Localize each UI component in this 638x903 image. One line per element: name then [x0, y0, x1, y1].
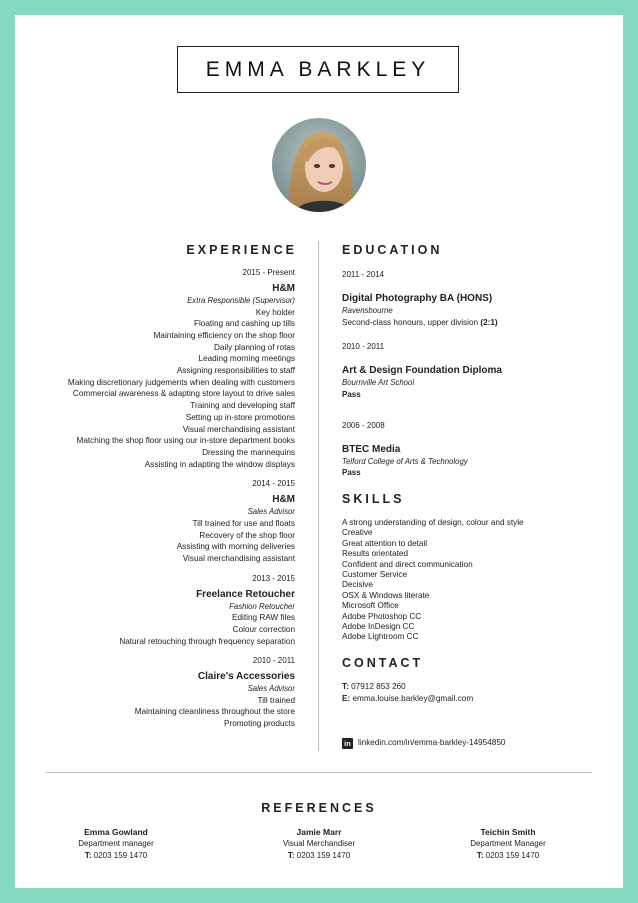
education-title: Digital Photography BA (HONS)	[342, 293, 493, 304]
education-result: Pass	[342, 468, 361, 478]
reference-title: Department Manager	[470, 839, 546, 848]
education-school: Bournville Art School	[342, 378, 415, 388]
education-dates: 2010 - 2011	[342, 342, 385, 352]
experience-role: Sales Advisor	[247, 684, 295, 694]
name-header	[177, 46, 459, 93]
duty: Daily planning of rotas	[213, 342, 295, 352]
duty: Training and developing staff	[190, 401, 295, 411]
column-divider	[318, 241, 319, 751]
education-item	[342, 269, 602, 328]
skill-item: Results orientated	[342, 549, 408, 559]
profile-photo	[272, 118, 366, 212]
reference-name: Teichin Smith	[480, 827, 536, 837]
experience-item	[25, 267, 295, 470]
skills-list	[342, 518, 602, 643]
duty: Maintaining cleanliness throughout the store	[134, 707, 295, 717]
experience-role: Fashion Retoucher	[229, 601, 295, 611]
references-heading: REFERENCES	[261, 801, 377, 815]
duty: Colour correction	[232, 624, 295, 634]
experience-dates: 2013 - 2015	[252, 573, 295, 583]
experience-role: Sales Advisor	[247, 507, 295, 517]
full-name: EMMA BARKLEY	[205, 57, 431, 81]
reference-phone: T: 0203 159 1470	[84, 851, 148, 860]
experience-dates: 2015 - Present	[242, 268, 295, 277]
contact-heading: CONTACT	[342, 656, 424, 670]
education-title: Art & Design Foundation Diploma	[342, 365, 502, 377]
skill-item: Customer Service	[342, 570, 408, 580]
duty: Leading morning meetings	[198, 354, 295, 364]
contact-email[interactable]: E: emma.louise.barkley@gmail.com	[342, 693, 474, 703]
education-school: Telford College of Arts & Technology	[342, 456, 468, 466]
duty: Promoting products	[224, 719, 295, 729]
duty: Commercial awareness & adapting store layout to drive sales	[72, 389, 295, 399]
linkedin-icon: in	[342, 738, 353, 749]
experience-heading: EXPERIENCE	[186, 243, 297, 257]
contact-linkedin[interactable]: in linkedin.com/in/emma-barkley-14954850	[342, 737, 602, 749]
experience-dates: 2014 - 2015	[252, 479, 295, 489]
experience-item	[25, 573, 295, 648]
duty: Matching the shop floor using our in-store department books	[76, 436, 295, 446]
skill-item: Decisive	[342, 580, 373, 590]
skill-item: Adobe Lightroom CC	[342, 632, 419, 642]
experience-org: H&M	[272, 494, 295, 506]
duty: Dressing the mannequins	[202, 447, 295, 457]
experience-org: H&M	[272, 283, 295, 294]
contact-block	[342, 681, 602, 749]
skill-item: Creative	[342, 528, 373, 538]
duty: Key holder	[255, 307, 295, 317]
education-dates: 2011 - 2014	[342, 270, 385, 279]
experience-item	[25, 478, 295, 564]
experience-dates: 2010 - 2011	[252, 656, 295, 666]
duty: Till trained	[257, 695, 295, 705]
education-dates: 2006 - 2008	[342, 420, 385, 430]
reference-name: Emma Gowland	[84, 827, 148, 837]
education-result: Pass	[342, 389, 361, 399]
reference-item	[418, 826, 598, 862]
duty: Visual merchandising assistant	[182, 424, 295, 434]
skills-heading: SKILLS	[342, 492, 405, 506]
duty: Floating and cashing up tills	[193, 319, 295, 329]
duty: Till trained for use and floats	[192, 518, 295, 528]
skill-item: Adobe InDesign CC	[342, 622, 415, 632]
skill-item: OSX & Windows literate	[342, 590, 430, 600]
experience-org: Claire's Accessories	[197, 671, 295, 683]
reference-title: Visual Merchandiser	[282, 839, 356, 848]
duty: Editing RAW files	[232, 613, 295, 623]
skill-item: Microsoft Office	[342, 601, 399, 611]
contact-phone: T: 07912 853 260	[342, 682, 406, 691]
experience-item	[25, 655, 295, 730]
reference-title: Department manager	[78, 839, 154, 848]
reference-phone: T: 0203 159 1470	[476, 851, 540, 860]
footer-divider	[46, 772, 592, 773]
skill-item: A strong understanding of design, colour and style	[342, 518, 524, 527]
reference-phone: T: 0203 159 1470	[287, 851, 351, 860]
duty: Maintaining efficiency on the shop floor	[153, 330, 295, 340]
experience-role: Extra Responsible (Supervisor)	[187, 296, 295, 305]
reference-name: Jamie Marr	[296, 827, 342, 837]
resume-page	[15, 15, 623, 888]
duty: Recovery of the shop floor	[199, 530, 295, 540]
education-list	[342, 269, 602, 478]
education-item	[342, 341, 602, 400]
education-title: BTEC Media	[342, 443, 401, 455]
education-heading: EDUCATION	[342, 243, 443, 257]
skill-item: Great attention to detail	[342, 538, 428, 548]
duty: Assigning responsibilities to staff	[176, 366, 295, 376]
education-school: Ravensbourne	[342, 306, 393, 315]
duty: Making discretionary judgements when dealing with customers	[67, 377, 295, 387]
education-item	[342, 420, 602, 479]
reference-item	[26, 826, 206, 862]
skill-item: Confident and direct communication	[342, 559, 473, 569]
duty: Natural retouching through frequency separation	[119, 636, 295, 646]
skill-item: Adobe Photoshop CC	[342, 611, 422, 621]
duty: Visual merchandising assistant	[182, 553, 295, 563]
portrait-image	[272, 118, 366, 212]
reference-item	[229, 826, 409, 862]
experience-org: Freelance Retoucher	[196, 588, 295, 600]
education-result: Second-class honours, upper division (2:1)	[342, 317, 498, 327]
experience-list	[25, 267, 295, 730]
duty: Setting up in-store promotions	[185, 412, 295, 422]
duty: Assisting with morning deliveries	[176, 542, 295, 552]
duty: Assisting in adapting the window displays	[144, 459, 295, 469]
